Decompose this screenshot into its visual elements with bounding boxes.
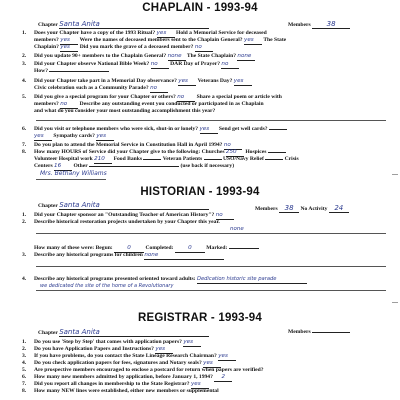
question-text: Describe any historical programs for children [34, 252, 143, 258]
chaplain-q2 [34, 53, 255, 61]
answer: 210 [94, 156, 112, 164]
question-text: Completed: [145, 245, 174, 251]
answer-line [36, 290, 386, 291]
historian-members-row [255, 205, 349, 213]
historian-q2-answer: none [230, 226, 244, 232]
question-text: Chaplain? [34, 44, 59, 50]
no-activity-value: 24 [329, 205, 349, 213]
q-number: 1. [22, 339, 27, 345]
answer-line [36, 120, 386, 121]
question-text: Do you plan to attend the Memorial Service in Constitution Hall in April 1994? [34, 142, 223, 148]
answer: 2 [214, 374, 232, 382]
q-number: 8. [22, 388, 27, 394]
blank-line [89, 166, 179, 167]
question-text: Were the names of deceased members sent to the Chaplain General? [79, 37, 243, 43]
blank-line [229, 248, 259, 249]
blank-line [269, 129, 287, 130]
chaplain-heading: CHAPLAIN - 1993-94 [142, 2, 258, 14]
registrar-q8 [34, 388, 219, 395]
answer: no [151, 61, 169, 69]
question-text: Other [73, 163, 88, 169]
q-number: 3. [22, 252, 27, 258]
answer: no [177, 94, 195, 102]
answer-line [36, 233, 386, 234]
answer: yes [218, 353, 236, 361]
question-text: Hospices [245, 149, 267, 155]
blank-line [268, 152, 286, 153]
chapter-value: Santa Anita [59, 329, 209, 337]
question-text: Centers [34, 163, 53, 169]
q-number: 6. [22, 374, 27, 380]
answer: yes [96, 133, 114, 141]
chaplain-q5-line3 [34, 108, 215, 115]
question-text: and what do you consider your most outstanding accomplishment this year? [34, 108, 216, 114]
registrar-q5 [34, 367, 264, 374]
q-number: 3. [22, 353, 27, 359]
q-number: 8. [22, 149, 27, 155]
chaplain-signature: Mrs. Bethany Williams [40, 170, 107, 177]
answer: no [221, 61, 239, 69]
question-text: Do you check application papers for fees, signatures and Notary seals? [34, 360, 202, 366]
question-text: Crisis [284, 156, 299, 162]
answer: 250 [226, 149, 244, 157]
answer: no [224, 142, 242, 150]
question-text: Share a special poem or article with [196, 94, 282, 100]
signature-line [36, 179, 106, 180]
q-number: 7. [22, 381, 27, 387]
q-number: 5. [22, 94, 27, 100]
question-text: How many NEW lines were established, either new members or supplemental [34, 388, 219, 394]
q-number: 5. [22, 367, 27, 373]
question-text: Did you mark the grave of a deceased member? [79, 44, 194, 50]
question-text: Describe any historical programs presented oriented toward adults: [34, 276, 196, 282]
blank-line [204, 159, 222, 160]
answer: yes [244, 37, 262, 45]
q-number: 4. [22, 78, 27, 84]
historian-q2 [34, 219, 220, 226]
chaplain-members-row [288, 21, 350, 29]
chapter-value: Santa Anita [59, 202, 209, 210]
question-text: How many HOURS of Service did your Chapter give to the following: Churches [34, 149, 225, 155]
question-text: members? [34, 37, 59, 43]
margin-mark: — [392, 300, 398, 306]
chaplain-q3-how [34, 68, 109, 75]
q-number: 2. [22, 53, 27, 59]
answer: yes [191, 381, 209, 389]
answer: none [144, 252, 224, 260]
question-text: DAR Day of Prayer? [170, 61, 220, 67]
question-text: Food Banks [113, 156, 143, 162]
question-text: Sympathy cards? [53, 133, 95, 139]
historian-q3 [34, 252, 224, 260]
answer: yes [60, 44, 78, 52]
question-text: How many of these were: Begun: [34, 245, 113, 251]
answer: yes [157, 30, 175, 38]
answer: none [168, 53, 186, 61]
q-number: 1. [22, 30, 27, 36]
blank-line [49, 71, 109, 72]
q-number: 1. [22, 212, 27, 218]
answer: yes [60, 37, 78, 45]
question-text: The State Chaplain? [186, 53, 236, 59]
chapter-label: Chapter [38, 203, 58, 209]
historian-heading: HISTORIAN - 1993-94 [140, 186, 260, 198]
question-text: Did you report all changes in membership to the State Registrar? [34, 381, 190, 387]
question-text: members? [34, 101, 59, 107]
chapter-label: Chapter [38, 22, 58, 28]
question-text: Civic celebration such as a Community Parade? [34, 85, 149, 91]
answer: none [237, 53, 255, 61]
chaplain-q1-line3 [34, 44, 213, 52]
blank-line [265, 159, 283, 160]
q-number: 2. [22, 219, 27, 225]
question-text: Do you have Application Papers and Instructions? [34, 346, 154, 352]
answer: 0 [175, 245, 205, 253]
answer: 0 [114, 245, 144, 253]
q-number: 4. [22, 360, 27, 366]
question-text: Marked: [206, 245, 228, 251]
chapter-label: Chapter [38, 330, 58, 336]
q-number: 4. [22, 276, 27, 282]
historian-chapter-row [38, 202, 209, 210]
question-text: The State [263, 37, 287, 43]
question-text: Did your Chapter take part in a Memorial Day observance? [34, 78, 177, 84]
members-value: 38 [312, 21, 350, 29]
question-text: Did your Chapter observe National Bible Week? [34, 61, 150, 67]
chaplain-chapter-row [38, 21, 209, 29]
answer-line [36, 266, 386, 267]
answer: no [216, 212, 234, 220]
answer: Dedication historic site parade [197, 276, 307, 284]
question-text: If you have problems, do you contact the State Lineage Research Chairman? [34, 353, 217, 359]
members-label: Members [288, 22, 311, 28]
chaplain-q4-civic [34, 85, 168, 93]
answer: yes [155, 346, 173, 354]
historian-q4-answer-line2: we dedicated the site of the home of a Revolutionary [40, 283, 174, 289]
question-text: Did you visit or telephone members who were sick, shut-in or lonely? [34, 126, 199, 132]
question-text: (use back if necessary) [180, 163, 235, 169]
answer: yes [34, 133, 52, 141]
question-text: Hold a Memorial Service for deceased [175, 30, 267, 36]
chaplain-q6-sympathy [34, 133, 114, 141]
question-text: Describe any outstanding event you conducted or participated in as Chaplain [79, 101, 264, 107]
q-number: 3. [22, 61, 27, 67]
registrar-heading: REGISTRAR - 1993-94 [138, 312, 262, 324]
registrar-members-row [288, 329, 350, 336]
question-text: Veterans Day? [197, 78, 233, 84]
question-text: USO/Navy Relief [222, 156, 264, 162]
answer: no [150, 85, 168, 93]
question-text: Describe historical restoration projects undertaken by your Chapter this year. [34, 219, 220, 225]
margin-mark: — [392, 172, 398, 178]
blank-line [143, 159, 161, 160]
registrar-chapter-row [38, 329, 209, 337]
members-value: 38 [279, 205, 299, 213]
members-label: Members [255, 206, 278, 212]
question-text: Did you update 90+ members to the Chaplain General? [34, 53, 167, 59]
question-text: How? [34, 68, 48, 74]
question-text: Do you use 'Step by Step' that comes with application papers? [34, 339, 182, 345]
question-text: Volunteer Hospital work [34, 156, 93, 162]
answer: yes [203, 360, 221, 368]
chapter-value: Santa Anita [59, 21, 209, 29]
question-text: Did you give a special program for your Chapter or others? [34, 94, 176, 100]
question-text: Send get well cards? [218, 126, 268, 132]
answer: no [60, 101, 78, 109]
q-number: 7. [22, 142, 27, 148]
answer: 16 [54, 163, 72, 171]
blank-line [312, 332, 350, 333]
q-number: 6. [22, 126, 27, 132]
question-text: Veteran Patients [162, 156, 203, 162]
answer: yes [234, 78, 252, 86]
no-activity-label: No Activity [300, 206, 328, 212]
answer: no [195, 44, 213, 52]
members-label: Members [288, 329, 311, 335]
answer: yes [178, 78, 196, 86]
question-text: Does your Chapter have a copy of the 1993 Ritual? [34, 30, 156, 36]
answer: yes [200, 126, 218, 134]
q-number: 2. [22, 346, 27, 352]
answer: yes [183, 339, 201, 347]
question-text: Are prospective members encouraged to enclose a postcard for return when papers are verified? [34, 367, 264, 373]
question-text: How many new members admitted by application, before January 1, 1994? [34, 374, 213, 380]
question-text: Did your Chapter sponsor an "Outstanding Teacher of American History"? [34, 212, 215, 218]
